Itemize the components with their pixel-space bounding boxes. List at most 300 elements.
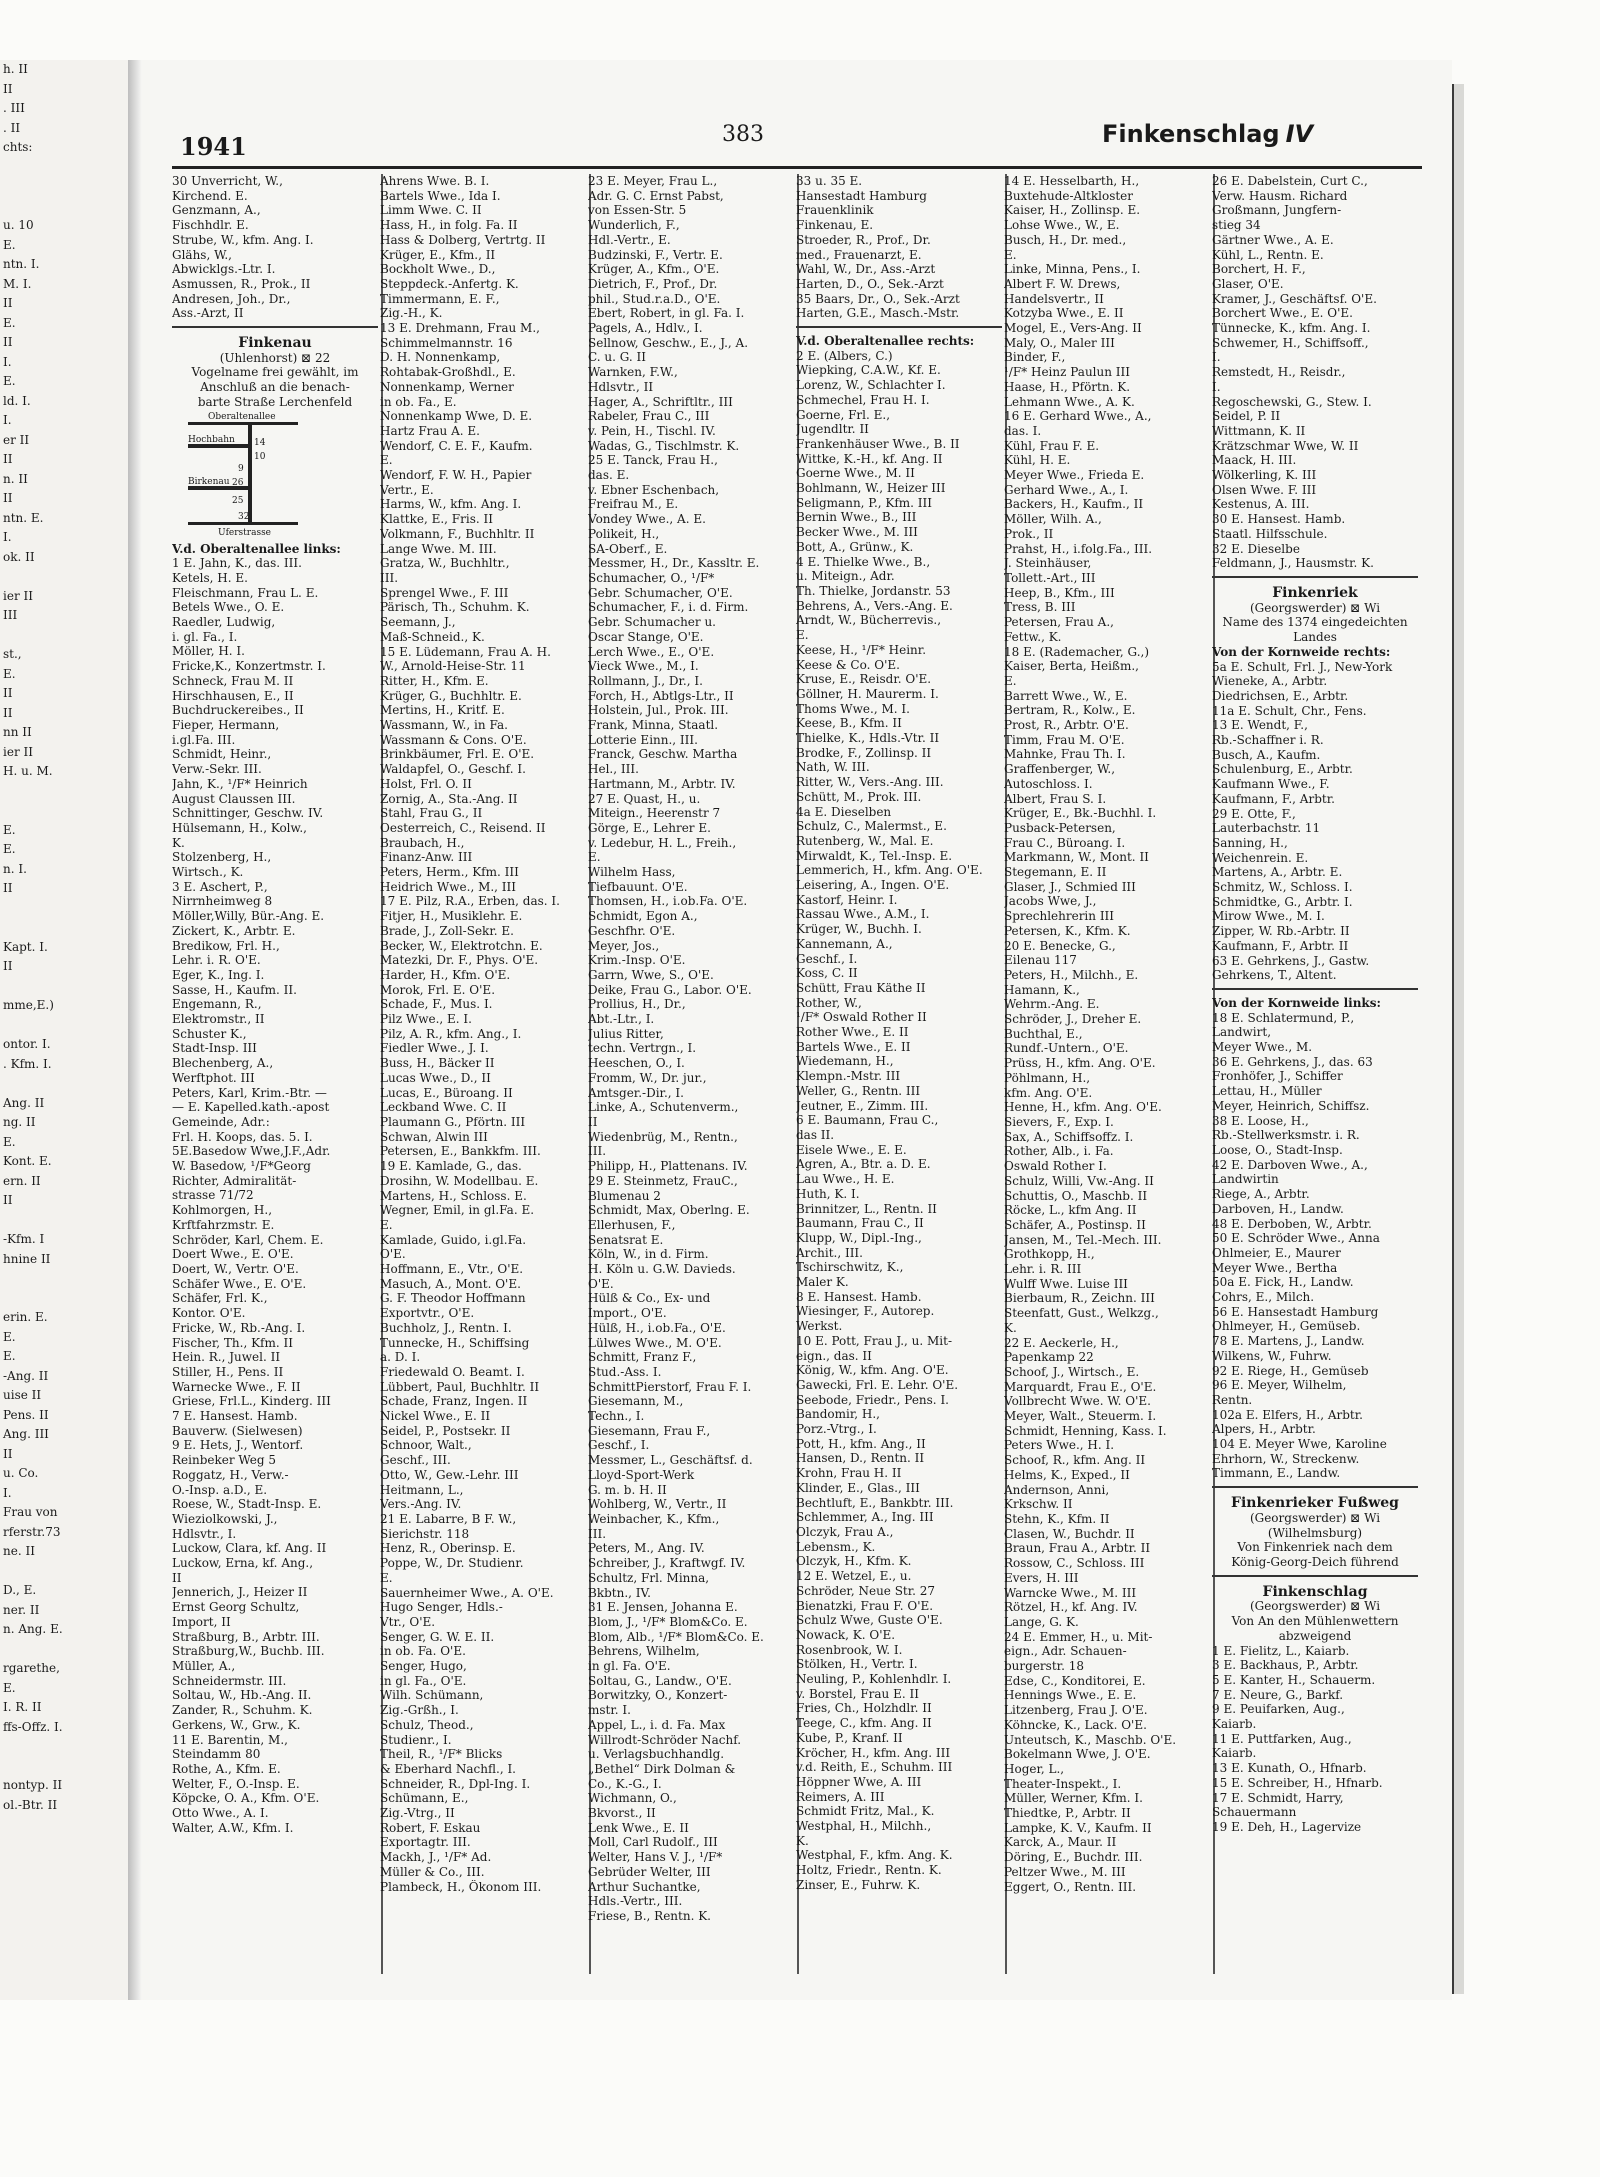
directory-entry: Zipper, W. Rb.-Arbtr. II	[1212, 924, 1350, 939]
directory-entry: Forch, H., Abtlgs-Ltr., II	[588, 688, 734, 703]
directory-entry: Hass, H., in folg. Fa. II	[380, 218, 518, 233]
left-fragment-line: II	[3, 452, 13, 466]
directory-entry: 13 E. Wendt, F.,	[1212, 718, 1308, 733]
directory-entry: Vollbrecht Wwe. W. O'E.	[1004, 1394, 1151, 1409]
map-label: Oberaltenallee	[208, 411, 276, 422]
directory-entry: Clasen, W., Buchdr. II	[1004, 1526, 1135, 1541]
left-fragment-line: er II	[3, 432, 30, 447]
directory-entry: Hugo Senger, Hdls.-	[380, 1600, 503, 1615]
directory-entry: K.	[796, 1833, 809, 1848]
directory-column-3	[588, 174, 799, 1974]
directory-entry: Ritter, H., Kfm. E.	[380, 673, 489, 688]
street-heading: Finkenschlag	[1262, 1584, 1368, 1600]
directory-entry: kfm. Ang. O'E.	[1004, 1085, 1093, 1100]
directory-entry: Henz, R., Oberinsp. E.	[380, 1541, 516, 1556]
left-fragment-line: Frau von	[3, 1505, 58, 1519]
directory-entry: 14 E. Hesselbarth, H.,	[1004, 174, 1140, 188]
left-fragment-line: E.	[3, 1349, 16, 1363]
directory-entry: Petersen, Frau A.,	[1004, 615, 1114, 630]
directory-entry: 50a E. Fick, H., Landw.	[1212, 1275, 1354, 1290]
directory-entry: Braubach, H.,	[380, 835, 465, 850]
directory-entry: Wiepking, C.A.W., Kf. E.	[796, 363, 941, 378]
directory-entry: Kaufmann, F., Arbtr. II	[1212, 938, 1349, 953]
directory-entry: Peltzer Wwe., M. III	[1004, 1864, 1126, 1879]
directory-entry: Raedler, Ludwig,	[172, 615, 276, 630]
directory-entry: Krüger, E., Kfm., II	[380, 247, 496, 262]
directory-page	[142, 60, 1452, 2000]
directory-entry: Mahnke, Frau Th. I.	[1004, 747, 1126, 762]
directory-entry: Maack, H. III.	[1212, 453, 1297, 468]
left-fragment-line	[0, 626, 128, 646]
directory-entry: Lange Wwe. M. III.	[380, 541, 497, 556]
left-fragment-line	[0, 1640, 128, 1660]
directory-entry: eign., das. II	[796, 1348, 872, 1363]
directory-entry: Nonnenkamp Wwe, D. E.	[380, 409, 533, 424]
directory-entry: Fettw., K.	[1004, 629, 1062, 644]
directory-entry: I.	[1212, 350, 1221, 365]
directory-entry: Landwirt,	[1212, 1025, 1272, 1040]
directory-entry: Rothe, A., Kfm. E.	[172, 1761, 281, 1776]
directory-entry: Gebr. Schumacher, O'E.	[588, 585, 733, 600]
directory-entry: Verw.-Sekr. III.	[172, 762, 262, 777]
directory-entry: Schulz, C., Malermst., E.	[796, 819, 947, 834]
left-fragment-line: II	[3, 1446, 13, 1461]
directory-entry: Messmer, H., Dr., Kassltr. E.	[588, 556, 760, 571]
directory-entry: Linke, Minna, Pens., I.	[1004, 262, 1141, 277]
directory-entry: Wadas, G., Tischlmstr. K.	[588, 438, 740, 453]
directory-entry: 13 E. Drehmann, Frau M.,	[380, 321, 540, 336]
directory-entry: Schoof, J., Wirtsch., E.	[1004, 1364, 1140, 1379]
directory-entry: Pilz, A. R., kfm. Ang., I.	[380, 1026, 522, 1041]
directory-entry: Stegemann, E. II	[1004, 865, 1107, 880]
directory-entry: Petersen, E., Bankkfm. III.	[380, 1144, 541, 1159]
directory-entry: Fischhdlr. E.	[172, 218, 249, 233]
directory-entry: 8 E. Hansest. Hamb.	[796, 1289, 922, 1304]
directory-entry: 5 E. Kanter, H., Schauerm.	[1212, 1672, 1376, 1687]
directory-entry: Hass & Dolberg, Vertrtg. II	[380, 232, 546, 247]
directory-entry: 7 E. Hansest. Hamb.	[172, 1409, 298, 1424]
directory-entry: Th. Thielke, Jordanstr. 53	[796, 583, 951, 598]
directory-entry: Petersen, K., Kfm. K.	[1004, 923, 1131, 938]
directory-entry: Sasse, H., Kaufm. II.	[172, 982, 297, 997]
directory-entry: in ob. Fa. O'E.	[380, 1644, 466, 1659]
directory-entry: Drosihn, W. Modellbau. E.	[380, 1173, 539, 1188]
directory-entry: 15 E. Schreiber, H., Hfnarb.	[1212, 1775, 1383, 1790]
directory-entry: 21 E. Labarre, B F. W.,	[380, 1511, 517, 1526]
directory-entry: Hamann, K.,	[1004, 982, 1080, 997]
left-fragment-line: I.	[3, 354, 12, 369]
directory-entry: Poppe, W., Dr. Studienr.	[380, 1556, 524, 1571]
directory-entry: 102a E. Elfers, H., Arbtr.	[1212, 1407, 1363, 1422]
directory-entry: Sprengel Wwe., F. III	[380, 585, 509, 600]
directory-entry: 35 Baars, Dr., O., Sek.-Arzt	[796, 291, 960, 306]
directory-entry: Holtz, Friedr., Rentn. K.	[796, 1863, 942, 1878]
directory-entry: Jansen, M., Tel.-Mech. III.	[1004, 1232, 1162, 1247]
directory-entry: Verw. Hausm. Richard	[1212, 188, 1348, 203]
directory-entry: Stroeder, R., Prof., Dr.	[796, 232, 931, 247]
directory-entry: Sierichstr. 118	[380, 1526, 470, 1541]
left-fragment-line	[0, 1269, 128, 1289]
directory-entry: Heep, B., Kfm., III	[1004, 585, 1115, 600]
directory-entry: Harten, G.E., Masch.-Mstr.	[796, 306, 960, 321]
directory-entry: Höppner Wwe, A. III	[796, 1774, 922, 1789]
directory-entry: 23 E. Meyer, Frau L.,	[588, 174, 718, 188]
directory-entry: Wahl, W., Dr., Ass.-Arzt	[796, 262, 936, 277]
directory-entry: 2 E. (Albers, C.)	[796, 348, 893, 363]
directory-entry: Walter, A.W., Kfm. I.	[172, 1820, 294, 1835]
directory-entry: Roggatz, H., Verw.-	[172, 1467, 289, 1482]
directory-entry: Olczyk, Frau A.,	[796, 1524, 894, 1539]
directory-entry: Jennerich, J., Heizer II	[172, 1585, 308, 1600]
directory-entry: Mertins, H., Kritf. E.	[380, 703, 505, 718]
left-fragment-line: u. Co.	[3, 1466, 39, 1480]
directory-entry: Ass.-Arzt, II	[172, 306, 244, 321]
directory-entry: Brinnitzer, L., Rentn. II	[796, 1201, 937, 1216]
directory-entry: Kaufmann, F., Arbtr.	[1212, 791, 1335, 806]
directory-entry: Buchholz, J., Rentn. I.	[380, 1320, 512, 1335]
directory-entry: Budzinski, F., Vertr. E.	[588, 247, 723, 262]
left-fragment-line: ntn. I.	[3, 257, 40, 271]
directory-entry: 20 E. Benecke, G.,	[1004, 938, 1116, 953]
directory-entry: Zander, R., Schuhm. K.	[172, 1703, 313, 1718]
left-fragment-line: II	[3, 81, 13, 96]
directory-entry: Lübbert, Paul, Buchhltr. II	[380, 1379, 540, 1394]
directory-entry: Krüger, A., Kfm., O'E.	[588, 262, 720, 277]
directory-entry: Hansen, D., Rentn. II	[796, 1451, 925, 1466]
left-fragment-line: rgarethe,	[3, 1661, 60, 1675]
directory-entry: Glaser, O'E.	[1212, 276, 1284, 291]
directory-entry: Meyer Wwe., Bertha	[1212, 1260, 1338, 1275]
section-divider	[1212, 576, 1418, 580]
map-label: 10	[254, 451, 266, 462]
directory-entry: Heeschen, O., I.	[588, 1056, 685, 1071]
directory-entry: Miteign., Heerenstr 7	[588, 806, 721, 821]
section-heading: V.d. Oberaltenallee rechts:	[796, 334, 975, 349]
directory-entry: 48 E. Derboben, W., Arbtr.	[1212, 1216, 1372, 1231]
directory-entry: Prollius, H., Dr.,	[588, 997, 686, 1012]
directory-entry: Jacobs Wwe, J.,	[1004, 894, 1097, 909]
directory-entry: Fronhöfer, J., Schiffer	[1212, 1069, 1343, 1084]
directory-entry: Lau Wwe., H. E.	[796, 1172, 895, 1187]
page-title	[1102, 120, 1313, 148]
directory-entry: Schulz, Willi, Vw.-Ang. II	[1004, 1173, 1154, 1188]
directory-entry: Backers, H., Kaufm., II	[1004, 497, 1144, 512]
directory-entry: Kestenus, A. III.	[1212, 497, 1310, 512]
directory-entry: August Claussen III.	[172, 791, 296, 806]
directory-entry: Meyer, Jos.,	[588, 938, 660, 953]
directory-entry: 36 E. Gehrkens, J., das. 63	[1212, 1054, 1373, 1069]
directory-entry: Schröder, Karl, Chem. E.	[172, 1232, 324, 1247]
directory-entry: Henne, H., kfm. Ang. O'E.	[1004, 1100, 1162, 1115]
left-fragment-line: hnine II	[3, 1251, 51, 1266]
directory-entry: Röcke, L., kfm Ang. II	[1004, 1203, 1137, 1218]
directory-entry: Wilkens, W., Fuhrw.	[1212, 1348, 1332, 1363]
directory-entry: Schmitt, Franz F.,	[588, 1350, 697, 1365]
directory-entry: Eggert, O., Rentn. III.	[1004, 1879, 1137, 1894]
directory-entry: v. Ebner Eschenbach,	[588, 482, 720, 497]
directory-entry: Straßburg,W., Buchb. III.	[172, 1644, 325, 1659]
directory-entry: Westphal, H., Milchh.,	[796, 1819, 932, 1834]
directory-entry: Vtr., O'E.	[380, 1614, 436, 1629]
directory-entry: Matezki, Dr. F., Phys. O'E.	[380, 953, 539, 968]
directory-entry: 31 E. Jensen, Johanna E.	[588, 1600, 738, 1615]
street-map	[188, 411, 308, 538]
directory-entry: Steindamm 80	[172, 1747, 261, 1762]
directory-entry: Wiesinger, F., Autorep.	[796, 1304, 935, 1319]
directory-entry: Theater-Inspekt., I.	[1004, 1776, 1122, 1791]
directory-entry: K.	[172, 835, 185, 850]
map-label: 14	[254, 437, 266, 448]
directory-entry: Weller, G., Rentn. III	[796, 1083, 921, 1098]
left-fragment-line	[0, 1016, 128, 1036]
directory-entry: Wassmann & Cons. O'E.	[380, 732, 527, 747]
directory-entry: Rosenbrook, W. I.	[796, 1642, 903, 1657]
left-fragment-line: ne. II	[3, 1544, 35, 1558]
directory-entry: Autoschloss. I.	[1004, 776, 1093, 791]
directory-entry: Evers, H. III	[1004, 1570, 1079, 1585]
directory-entry: Geschf., I.	[796, 951, 858, 966]
directory-entry: Hager, A., Schriftltr., III	[588, 394, 733, 409]
directory-entry: Stahl, Frau G., II	[380, 806, 483, 821]
directory-entry: mstr. I.	[588, 1703, 631, 1718]
directory-entry: Stadt-Insp. III	[172, 1041, 257, 1056]
directory-entry: Eisele Wwe., E. E.	[796, 1142, 907, 1157]
directory-entry: Masuch, A., Mont. O'E.	[380, 1276, 521, 1291]
directory-entry: Kirchend. E.	[172, 188, 248, 203]
directory-entry: Glähs, W.,	[172, 247, 232, 262]
directory-entry: Nirrnheimweg 8	[172, 894, 273, 909]
directory-entry: Rassau Wwe., A.M., I.	[796, 907, 930, 922]
directory-entry: Krohn, Frau H. II	[796, 1466, 902, 1481]
directory-entry: Bechtluft, E., Bankbtr. III.	[796, 1495, 954, 1510]
directory-entry: Timmermann, E. F.,	[380, 291, 500, 306]
directory-entry: Kaiarb.	[1212, 1717, 1257, 1732]
directory-entry: Volkmann, F., Buchhltr. II	[380, 526, 535, 541]
directory-entry: Hülß, H., i.ob.Fa., O'E.	[588, 1320, 726, 1335]
left-fragment-line: rferstr.73	[3, 1524, 61, 1539]
directory-entry: Schumacher, F., i. d. Firm.	[588, 600, 749, 615]
directory-entry: Schmidt, Henning, Kass. I.	[1004, 1423, 1167, 1438]
directory-entry: phil., Stud.r.a.D., O'E.	[588, 291, 721, 306]
directory-entry: Theil, R., ¹/F* Blicks	[380, 1747, 503, 1762]
directory-entry: Vers.-Ang. IV.	[380, 1497, 462, 1512]
directory-entry: i. gl. Fa., I.	[172, 629, 238, 644]
directory-entry: Lebensm., K.	[796, 1539, 876, 1554]
directory-entry: Schauermann	[1212, 1805, 1297, 1820]
section-divider	[1212, 1486, 1418, 1490]
directory-entry: Andernson, Anni,	[1004, 1482, 1110, 1497]
directory-entry: v. Borstel, Frau E. II	[796, 1686, 919, 1701]
directory-entry: strasse 71/72	[172, 1188, 254, 1203]
directory-entry: Reinbeker Weg 5	[172, 1453, 276, 1468]
left-fragment-line: E.	[3, 666, 16, 681]
directory-entry: Thiedtke, P., Arbtr. II	[1004, 1806, 1131, 1821]
directory-entry: Ebert, Robert, in gl. Fa. I.	[588, 306, 745, 321]
directory-entry: II	[172, 1570, 182, 1585]
directory-entry: Darboven, H., Landw.	[1212, 1201, 1344, 1216]
directory-entry: Markmann, W., Mont. II	[1004, 850, 1149, 865]
directory-entry: Tunnecke, H., Schiffsing	[380, 1335, 530, 1350]
street-heading: Finkenau	[238, 336, 312, 351]
directory-entry: Krätzschmar Wwe, W. II	[1212, 438, 1359, 453]
left-fragment-line: I. R. II	[3, 1700, 42, 1714]
directory-entry: Frl. H. Koops, das. 5. I.	[172, 1129, 313, 1144]
directory-entry: Schümann, E.,	[380, 1791, 469, 1806]
left-fragment-line: ier II	[3, 744, 33, 759]
left-fragment-line: ld. I.	[3, 393, 31, 408]
left-fragment-line: u. 10	[3, 218, 34, 232]
left-fragment-line: H. u. M.	[3, 764, 53, 778]
directory-entry: Stolzenberg, H.,	[172, 850, 272, 865]
directory-entry: Möller, Wilh. A.,	[1004, 512, 1102, 527]
directory-entry: Loose, O., Stadt-Insp.	[1212, 1143, 1343, 1157]
directory-entry: 13 E. Kunath, O., Hfnarb.	[1212, 1761, 1367, 1776]
directory-entry: Ketels, H. E.	[172, 570, 248, 585]
directory-entry: Oesterreich, C., Reisend. II	[380, 820, 546, 835]
directory-entry: Von An den Mühlenwettern	[1231, 1614, 1399, 1629]
directory-entry: Blumenau 2	[588, 1188, 661, 1203]
directory-entry: Meyer Wwe., Frieda E.	[1004, 468, 1145, 483]
directory-entry: Vondey Wwe., A. E.	[588, 512, 706, 527]
directory-entry: Prok., II	[1004, 526, 1054, 541]
directory-entry: Buchdruckereibes., II	[172, 703, 304, 718]
directory-entry: Buss, H., Bäcker II	[380, 1056, 495, 1071]
directory-entry: Seebode, Friedr., Pens. I.	[796, 1392, 949, 1407]
directory-entry: Müller, Werner, Kfm. I.	[1004, 1791, 1143, 1806]
directory-entry: Fricke, W., Rb.-Ang. I.	[172, 1320, 306, 1335]
directory-entry: III.	[588, 1144, 607, 1159]
directory-entry: Rother, W.,	[796, 995, 862, 1010]
directory-entry: techn. Vertrgn., I.	[588, 1041, 697, 1056]
directory-entry: in gl. Fa. O'E.	[588, 1659, 671, 1674]
directory-entry: Olsen Wwe. F. III	[1212, 482, 1317, 497]
directory-entry: Ehrhorn, W., Streckenw.	[1212, 1451, 1360, 1466]
directory-entry: 11a E. Schult, Chr., Fens.	[1212, 703, 1367, 718]
directory-entry: Hdls.-Vertr., III.	[588, 1894, 683, 1909]
directory-entry: Schütt, Frau Käthe II	[796, 980, 926, 995]
left-fragment-line: ier II	[3, 588, 33, 603]
directory-entry: Nonnenkamp, Werner	[380, 379, 514, 394]
directory-entry: Robert, F. Eskau	[380, 1820, 481, 1835]
directory-entry: barte Straße Lerchenfeld	[197, 394, 353, 409]
directory-entry: Timm, Frau M. O'E.	[1004, 732, 1125, 747]
directory-entry: Garrn, Wwe, S., O'E.	[588, 967, 714, 982]
directory-entry: Porz.-Vtrg., I.	[796, 1422, 877, 1437]
left-fragment-line: chts:	[3, 140, 33, 154]
directory-entry: Stölken, H., Vertr. I.	[796, 1657, 918, 1672]
directory-entry: Nowack, K. O'E.	[796, 1627, 896, 1642]
directory-entry: Engemann, R.,	[172, 997, 262, 1012]
directory-entry: Riege, A., Arbtr.	[1212, 1187, 1310, 1202]
directory-entry: Weinbacher, K., Kfm.,	[588, 1511, 720, 1526]
directory-entry: Pilz Wwe., E. I.	[380, 1012, 472, 1027]
left-fragment-line	[0, 801, 128, 821]
directory-entry: Maly, O., Maler III	[1004, 335, 1115, 350]
section-divider	[796, 326, 1002, 330]
left-fragment-line	[0, 1737, 128, 1757]
directory-entry: Buchthal, E.,	[1004, 1026, 1083, 1041]
directory-entry: 27 E. Quast, H., u.	[588, 791, 701, 806]
directory-entry: Willrodt-Schröder Nachf.	[588, 1732, 742, 1747]
directory-entry: Hdlsvtr., I.	[172, 1526, 237, 1541]
directory-entry: Giesemann, M.,	[588, 1394, 684, 1409]
directory-entry: Lehr. i. R. III	[1004, 1262, 1082, 1277]
directory-entry: Reimers, A. III	[796, 1789, 885, 1804]
directory-entry: Lange, G. K.	[1004, 1614, 1079, 1629]
directory-entry: Hennings Wwe., E. E.	[1004, 1688, 1137, 1703]
left-fragment-line: . Kfm. I.	[3, 1056, 52, 1071]
directory-entry: 78 E. Martens, J., Landw.	[1212, 1334, 1365, 1349]
directory-entry: (Georgswerder) ⊠ Wi	[1249, 600, 1381, 615]
directory-entry: Asmussen, R., Prok., II	[172, 276, 311, 291]
gutter	[128, 60, 142, 2000]
directory-entry: Lerch Wwe., E., O'E.	[588, 644, 715, 659]
directory-entry: stieg 34	[1212, 218, 1261, 233]
directory-entry: Schmechel, Frau H. I.	[796, 392, 930, 407]
directory-entry: Sievers, F., Exp. I.	[1004, 1115, 1114, 1129]
directory-entry: D. H. Nonnenkamp,	[380, 350, 501, 365]
directory-entry: Brinkbäumer, Frl. E. O'E.	[380, 747, 535, 762]
directory-entry: in gl. Fa., O'E.	[380, 1673, 467, 1688]
directory-entry: eign., Adr. Schauen-	[1004, 1644, 1127, 1659]
directory-entry: Landwirtin	[1212, 1172, 1279, 1187]
directory-entry: 1 E. Fielitz, L., Kaiarb.	[1212, 1643, 1350, 1658]
directory-entry: Schütt, M., Prok. III.	[796, 789, 922, 804]
directory-entry: Welter, Hans V. J., ¹/F*	[588, 1850, 723, 1865]
directory-entry: Adr. G. C. Ernst Pabst,	[588, 188, 724, 203]
left-fragment-line: II	[3, 881, 13, 895]
directory-entry: Steenfatt, Gust., Welkzg.,	[1004, 1306, 1159, 1321]
directory-entry: Schwan, Alwin III	[380, 1129, 488, 1144]
directory-entry: burgerstr. 18	[1004, 1659, 1084, 1674]
street-heading: Finkenriek	[1272, 585, 1358, 601]
directory-entry: Binder, F.,	[1004, 350, 1066, 365]
left-fragment-line	[0, 1757, 128, 1777]
left-fragment-line	[0, 782, 128, 802]
directory-entry: Blechenberg, A.,	[172, 1056, 274, 1071]
directory-entry: Sauernheimer Wwe., A. O'E.	[380, 1585, 554, 1600]
directory-entry: 24 E. Emmer, H., u. Mit-	[1004, 1629, 1153, 1644]
directory-entry: Kühl, L., Rentn. E.	[1212, 247, 1324, 262]
directory-entry: Gerkens, W., Grw., K.	[172, 1717, 301, 1732]
directory-entry: Schulenburg, E., Arbtr.	[1212, 762, 1353, 777]
directory-entry: Harms, W., kfm. Ang. I.	[380, 497, 522, 512]
directory-entry: Blom, Alb., ¹/F* Blom&Co. E.	[588, 1629, 764, 1644]
directory-entry: Lehr. i. R. O'E.	[172, 953, 261, 968]
left-fragment-line: E.	[3, 374, 16, 388]
left-fragment-line	[0, 1562, 128, 1582]
directory-entry: Kühl, H. E.	[1004, 453, 1071, 468]
directory-entry: 30 Unverricht, W.,	[172, 174, 283, 188]
directory-entry: abzweigend	[1278, 1628, 1352, 1643]
directory-entry: Feldmann, J., Hausmstr. K.	[1212, 556, 1374, 571]
directory-entry: & Eberhard Nachfl., I.	[380, 1761, 516, 1776]
directory-entry: Eger, K., Ing. I.	[172, 967, 265, 982]
directory-entry: Jeutner, E., Zimm. III.	[796, 1098, 929, 1113]
directory-entry: Deike, Frau G., Labor. O'E.	[588, 982, 752, 997]
directory-entry: Frankenhäuser Wwe., B. II	[796, 436, 960, 451]
directory-entry: Lloyd-Sport-Werk	[588, 1467, 695, 1482]
map-label: 25	[232, 495, 244, 506]
left-fragment-line	[0, 977, 128, 997]
section-divider	[1212, 1575, 1418, 1579]
directory-entry: Abwicklgs.-Ltr. I.	[172, 262, 276, 277]
directory-entry: Wittmann, K. II	[1212, 423, 1306, 438]
directory-entry: Meyer Wwe., M.	[1212, 1040, 1313, 1055]
directory-entry: Genzmann, A.,	[172, 203, 261, 218]
directory-entry: Zig.-Vtrg., II	[380, 1806, 455, 1821]
directory-entry: v.d. Reith, E., Schuhm. III	[796, 1760, 953, 1775]
